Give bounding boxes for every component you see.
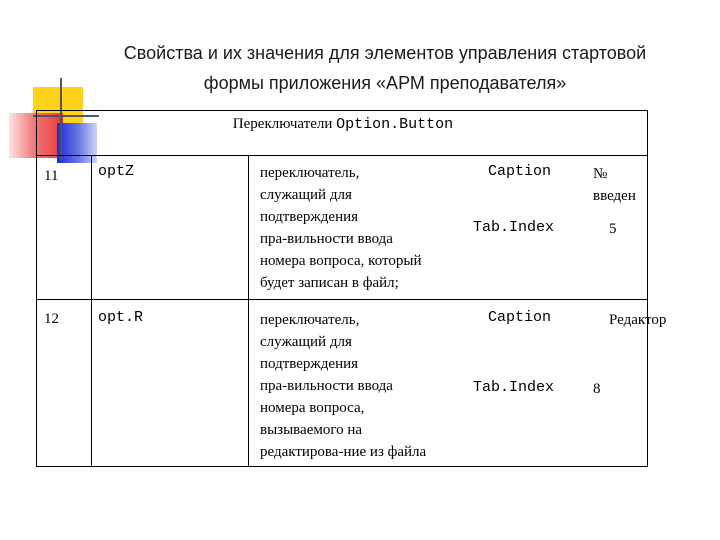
description-line: пра-вильности ввода [260,378,393,394]
property-value: № введен [593,166,636,204]
description-line: пра-вильности ввода [260,231,393,247]
description-line: будет записан в файл; [260,275,399,291]
description-line: вызываемого на [260,422,363,438]
column-separator [91,156,92,467]
description-line: номера вопроса, который [260,253,422,269]
title-line-1: Свойства и их значения для элементов управления стартовой [123,43,647,63]
property-value: 5 [609,221,617,237]
control-description [260,162,465,294]
description-line: подтверждения [260,209,359,225]
properties-table [36,110,667,467]
row-number: 11 [44,168,59,184]
description-line: подтверждения [260,356,359,372]
table-header [36,110,648,156]
row-number: 12 [44,311,59,327]
property-name: Caption [488,163,552,180]
description-line: переключатель, [260,312,360,328]
description-line: переключатель, [260,165,360,181]
slide-title [80,38,690,98]
description-line: служащий для [260,187,352,203]
row-separator [36,299,648,300]
property-name: Tab.Index [473,219,555,236]
control-name: opt.R [98,309,144,326]
table-header-text [37,116,649,133]
description-line: служащий для [260,334,352,350]
header-prefix: Переключатели [232,116,337,132]
control-name: optZ [98,163,135,180]
title-line-2: формы приложения «АРМ преподавателя» [203,73,567,93]
description-line: редактирова-ние из файла [260,444,427,460]
column-separator [248,156,249,467]
property-name: Tab.Index [473,379,555,396]
property-name: Caption [488,309,552,326]
description-line: номера вопроса, [260,400,365,416]
header-code: Option.Button [336,116,454,133]
property-value: 8 [593,381,601,397]
property-value: Редактор [609,312,667,328]
control-description [260,309,480,463]
